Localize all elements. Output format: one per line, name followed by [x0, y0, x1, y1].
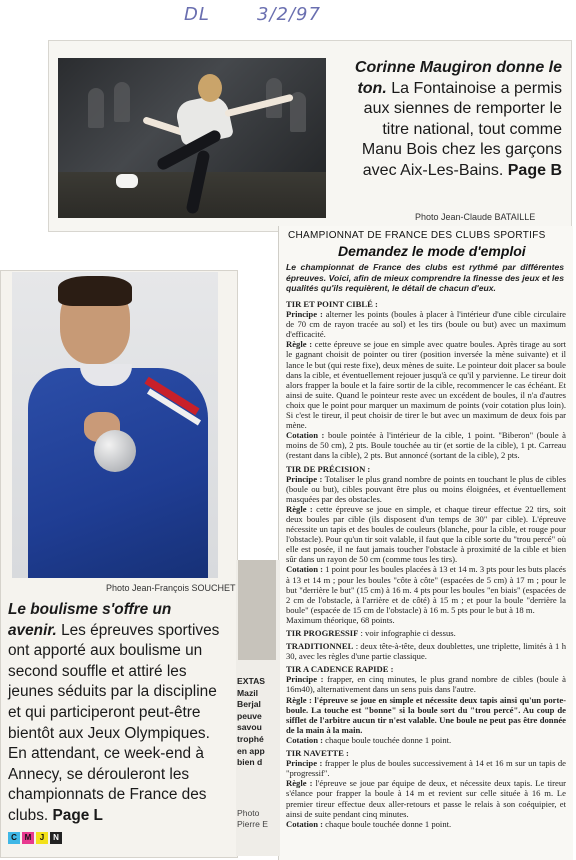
section-heading: [286, 664, 566, 674]
underlying-credit-line: Photo: [237, 808, 260, 818]
cmjn-mark: M: [22, 832, 34, 844]
section-heading-label: TIR PROGRESSIF: [286, 628, 359, 638]
handwritten-source: DL: [184, 4, 210, 25]
paragraph-text: frapper, en cinq minutes, le plus grand nombre de cibles (boule à 16m40), alternativement dans un sens puis dans l'autre.: [286, 674, 566, 695]
underlying-text-line: en app: [237, 745, 265, 756]
section-heading-label: TRADITIONNEL: [286, 641, 354, 652]
paragraph-label: Cotation :: [286, 818, 323, 829]
top-photo-credit: Photo Jean-Claude BATAILLE: [415, 212, 536, 222]
paragraph-label: Cotation :: [286, 430, 325, 441]
paragraph-text: l'épreuve se joue en simple et nécessite deux tapis ainsi qu'un porte-boule. La touche est "bonne" si la boule sort du "trou percé". Au coup de sifflet de l'arbitre aucun tir n'est valable. Une boule ne peut pas être donnée de la main à la main.: [286, 694, 566, 735]
underlying-text-line: Mazil: [237, 687, 259, 698]
paragraph-text: chaque boule touchée donne 1 point.: [323, 734, 452, 745]
section-paragraph: [286, 474, 566, 504]
underlying-text-line: trophé: [237, 733, 264, 744]
section-paragraph: [286, 778, 566, 818]
section-paragraph: [286, 339, 566, 430]
left-photo-credit: Photo Jean-François SOUCHET: [106, 583, 236, 593]
paragraph-text: cette épreuve se joue en simple avec quatre boules. Après tirage au sort le gagnant choisit de pointer ou tirer (position inversée la mène suivante) et il lance le but (qui reste fixe), deux mènes de suite. Le pointeur doit placer sa boule dans la cible, et éventuellement rejouer jusqu'à ce qu'il y parvienne. Le tireur doit alors frapper la boule et la faire sortir de la cible, recommencer le cas échéant. Et ainsi de suite. Quand le pointeur reste avec un excédent de boules, il n'a d'autres choix que le point pour marquer un maximum de points (voir cotation plus loin). Si c'est le tireur, il peut choisir de tirer le but avec un maximum de deux fois par mène.: [286, 339, 567, 431]
underlying-text: [237, 676, 277, 769]
paragraph-text: 1 point pour les boules placées à 13 et 14 m. 3 pts pour les buts placés à 13 et 14 m ; pour les boules "côte à côte" (espacées de 5 cm) à 17 m ; pour le but "derrière le but" (15 cm) à 16 m. 4 pts pour les boules "en biais" (espacées de 2 cm de l'obstacle, à l'arrière et de côté) à 15 m ; et pour la boule "derrière la boule" (espacée de 15 cm de l'obstacle) à 16 m. 5 pts pour le but à 18 m.: [286, 564, 566, 615]
section-heading-label: TIR DE PRÉCISION :: [286, 463, 371, 474]
underlying-text-line: Berjal: [237, 699, 261, 710]
paragraph-text: frapper le plus de boules successivement à 14 et 16 m sur un tapis de "progressif".: [286, 758, 566, 779]
left-headline: [8, 600, 220, 827]
top-headline-lead: Corinne Maugiron donne le ton.: [354, 59, 562, 97]
underlying-text-line: savou: [237, 722, 262, 733]
paragraph-label: Cotation :: [286, 564, 323, 575]
section-paragraph: [286, 695, 566, 735]
paragraph-text: cette épreuve se joue en simple, et chaque tireur effectue 22 tirs, soit deux boules par cible (ils disposent d'un temps de 30" par cible). L'épreuve nécessite un tapis et des boules de couleurs (blanche, pour la cible, et rouge pour l'obstacle). Pour qu'un tir soit valable, il faut que la cible sorte du "trou percé" où elle est posée, il ne faut jamais toucher l'obstacle à proximité de la cible et bien sûr dans un rayon de 50 cm (comme tous les tirs).: [286, 503, 566, 565]
article-title: Demandez le mode d'emploi: [338, 243, 526, 259]
section-paragraph: [286, 615, 566, 625]
section-heading: [286, 628, 566, 638]
section-paragraph: [286, 674, 566, 694]
paragraph-text: alterner les points (boules à placer à l'intérieur d'une cible circulaire de 70 cm de rayon tracée au sol) et les tirs (boule ou but) avec un maximum d'efficacité.: [286, 309, 566, 340]
cmjn-mark: J: [36, 832, 48, 844]
left-page-ref: Page L: [52, 806, 103, 824]
section-heading: [286, 748, 566, 758]
paragraph-text: Totaliser le plus grand nombre de points en touchant le plus de cibles (boule ou but), cibles pouvant être plus ou moins éloignées, et éventuellement masquées par des obstacles.: [286, 473, 566, 504]
section-paragraph: [286, 735, 566, 745]
paragraph-label: Principe :: [286, 758, 323, 769]
section-paragraph: [286, 819, 566, 829]
section-paragraph: [286, 564, 566, 614]
paragraph-text: l'épreuve se joue par équipe de deux, et nécessite deux tapis. Le tireur s'élance pour frapper la boule à 14 m et revient sur celle située à 16 m. Le premier tireur effectue deux aller-retours et passe le relais à son coéquipier, et ainsi de suite pendant cinq minutes.: [286, 778, 566, 819]
top-headline: [338, 58, 562, 181]
paragraph-label: Principe :: [286, 473, 323, 484]
underlying-credit-line: Pierre E: [237, 819, 269, 829]
section-paragraph: [286, 430, 566, 460]
section-inline-text: : voir infographie ci dessus.: [358, 628, 456, 638]
section-inline-text: : deux tête-à-tête, deux doublettes, une triplette, limités à 1 h 30, avec les règles d'une partie classique.: [286, 641, 566, 662]
cmjn-color-marks: [8, 832, 62, 844]
paragraph-text: boule pointée à l'intérieur de la cible, 1 point. "Biberon" (boule à moins de 50 cm), 2 pts. Boule touchée au tir (et sortie de la cible), 1 pt. Carreau (restant dans la cible), 2 pts. But annoncé (sortant de la cible), 2 pts.: [286, 430, 566, 461]
section-paragraph: [286, 309, 566, 339]
section-paragraph: [286, 758, 566, 778]
section-heading-label: TIR ET POINT CIBLÉ :: [286, 299, 378, 309]
underlying-photo: [238, 560, 276, 660]
paragraph-label: Principe :: [286, 309, 323, 320]
paragraph-label: Règle :: [286, 503, 313, 514]
left-headline-body: Les épreuves sportives ont apporté aux boulisme un second souffle et attiré les jeunes séduits par la discipline et qui participeront peut-être bientôt aux Jeux Olympiques. En attendant, ce week-end à Annecy, se dérouleront les championnats de France des clubs.: [8, 621, 220, 824]
section-paragraph: [286, 504, 566, 565]
section-heading: [286, 641, 566, 661]
paragraph-text: chaque boule touchée donne 1 point.: [323, 818, 452, 829]
paragraph-label: Règle :: [286, 778, 313, 789]
section-heading-label: TIR NAVETTE :: [286, 748, 349, 759]
section-heading: [286, 299, 566, 309]
article-body: [286, 296, 566, 829]
article-kicker: CHAMPIONNAT DE FRANCE DES CLUBS SPORTIFS: [288, 230, 546, 241]
handwritten-date: 3/2/97: [257, 4, 321, 25]
left-headline-lead: Le boulisme s'offre un avenir.: [8, 601, 172, 639]
paragraph-text: Maximum théorique, 68 points.: [286, 614, 395, 625]
section-heading: [286, 464, 566, 474]
paragraph-label: Règle :: [286, 694, 312, 705]
underlying-text-line: bien d: [237, 757, 263, 768]
paragraph-label: Règle :: [286, 339, 313, 350]
underlying-credit: [237, 808, 277, 830]
paragraph-label: Cotation :: [286, 734, 323, 745]
cmjn-mark: C: [8, 832, 20, 844]
article-intro: Le championnat de France des clubs est rythmé par différentes épreuves. Voici, afin de mieux comprendre la finesse des jeux et les qualités qu'ils requièrent, le détail de chacun d'eux.: [286, 262, 564, 294]
top-headline-body: La Fontainoise a permis aux siennes de remporter le titre national, tout comme Manu Bois chez les garçons avec Aix-Les-Bains.: [361, 79, 562, 179]
underlying-text-line: EXTAS: [237, 676, 266, 686]
paragraph-label: Principe :: [286, 674, 324, 685]
player-photo-left: [12, 272, 218, 578]
player-photo-top: [58, 58, 326, 218]
top-page-ref: Page B: [507, 161, 562, 179]
cmjn-mark: N: [50, 832, 62, 844]
underlying-text-line: peuve: [237, 710, 262, 721]
section-heading-label: TIR A CADENCE RAPIDE :: [286, 664, 394, 675]
boule-ball: [94, 430, 136, 472]
